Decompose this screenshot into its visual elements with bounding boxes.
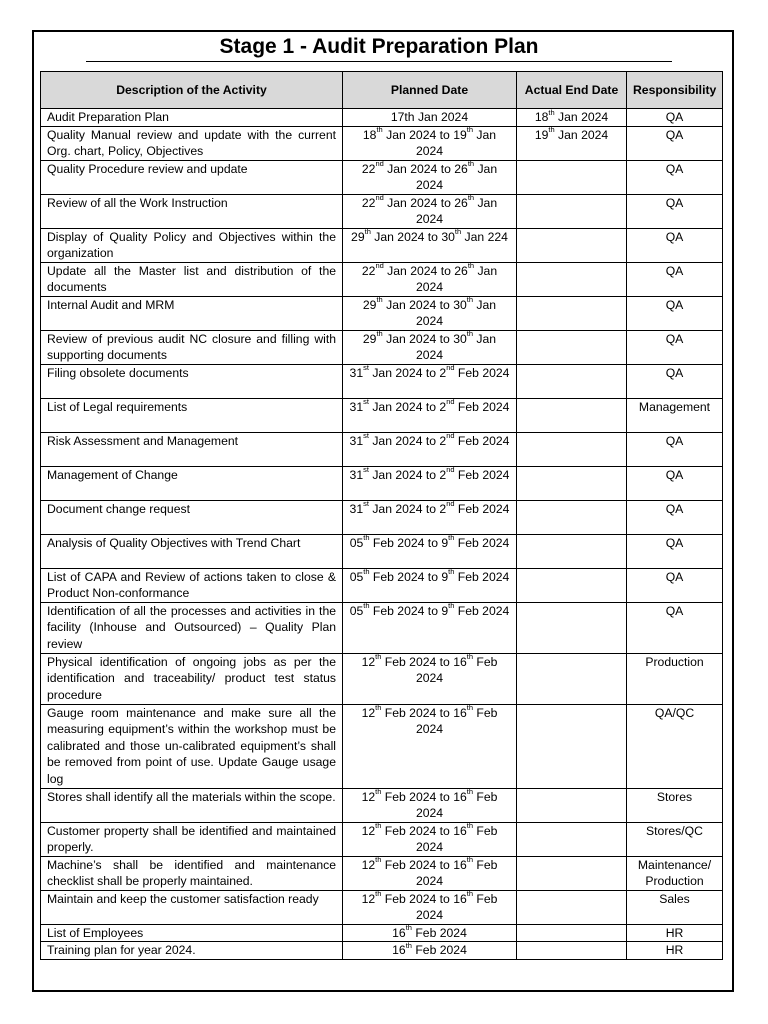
planned-date-text: Feb 2024	[454, 365, 510, 380]
planned-date-text: Feb 2024 to 16	[381, 654, 467, 669]
planned-date-text: Feb 2024	[415, 705, 498, 736]
planned-date-ordinal: th	[466, 653, 474, 662]
planned-date-ordinal: nd	[375, 262, 384, 271]
planned-date-ordinal: st	[363, 398, 369, 407]
table-row	[41, 788, 723, 822]
planned-date	[343, 602, 517, 653]
activity-description: Management of Change	[41, 466, 343, 500]
actual-end-date	[517, 788, 627, 822]
table-row	[41, 924, 723, 942]
actual-end-date	[517, 704, 627, 788]
table-row	[41, 262, 723, 296]
planned-date-text: 29	[362, 297, 377, 312]
table-row	[41, 364, 723, 398]
table-row	[41, 653, 723, 704]
responsibility: QA	[627, 109, 723, 127]
activity-description: Physical identification of ongoing jobs as per the identification and traceability/ product test status procedure	[41, 653, 343, 704]
planned-date-text: Feb 2024	[411, 943, 467, 957]
responsibility: QA/QC	[627, 704, 723, 788]
planned-date	[343, 924, 517, 942]
planned-date	[343, 330, 517, 364]
actual-end-date	[517, 942, 627, 960]
planned-date-ordinal: nd	[375, 194, 384, 203]
planned-date	[343, 534, 517, 568]
actual-end-date-text: 19	[534, 127, 549, 142]
responsibility: QA	[627, 126, 723, 160]
planned-date-ordinal: th	[364, 228, 371, 237]
planned-date-ordinal: th	[376, 296, 383, 305]
actual-end-date	[517, 398, 627, 432]
planned-date-text: 12	[361, 654, 376, 669]
responsibility: QA	[627, 602, 723, 653]
planned-date-ordinal: th	[375, 856, 382, 865]
planned-date-text: 05	[349, 603, 364, 618]
planned-date-ordinal: th	[405, 924, 412, 933]
planned-date-ordinal: th	[405, 941, 412, 950]
planned-date-text: 31	[349, 501, 364, 516]
planned-date	[343, 364, 517, 398]
planned-date-text: 18	[362, 127, 377, 142]
responsibility: QA	[627, 228, 723, 262]
responsibility: QA	[627, 160, 723, 194]
planned-date-ordinal: nd	[446, 398, 455, 407]
table-body	[41, 109, 723, 960]
planned-date	[343, 466, 517, 500]
planned-date-ordinal: th	[448, 602, 455, 611]
planned-date	[343, 704, 517, 788]
planned-date-text: Jan 2024 to 30	[382, 331, 467, 346]
actual-end-date	[517, 602, 627, 653]
planned-date-text: 12	[361, 705, 376, 720]
planned-date-ordinal: st	[363, 364, 369, 373]
table-row	[41, 398, 723, 432]
activity-description: Review of previous audit NC closure and filling with supporting documents	[41, 330, 343, 364]
responsibility: QA	[627, 194, 723, 228]
planned-date-ordinal: th	[466, 704, 474, 713]
table-row	[41, 822, 723, 856]
responsibility: QA	[627, 296, 723, 330]
table-row	[41, 126, 723, 160]
actual-end-date-text: Jan 2024	[554, 110, 609, 124]
actual-end-date	[517, 466, 627, 500]
planned-date-ordinal: th	[376, 330, 383, 339]
planned-date-text: Feb 2024	[454, 467, 510, 482]
planned-date-ordinal: th	[363, 534, 370, 543]
planned-date	[343, 788, 517, 822]
planned-date-text: 12	[361, 857, 376, 872]
planned-date-text: Feb 2024	[415, 891, 498, 922]
planned-date	[343, 500, 517, 534]
responsibility: QA	[627, 262, 723, 296]
actual-end-date	[517, 432, 627, 466]
planned-date-ordinal: nd	[375, 160, 384, 169]
table-row	[41, 704, 723, 788]
actual-end-date	[517, 568, 627, 602]
planned-date-text: Jan 224	[461, 229, 508, 244]
table-row	[41, 568, 723, 602]
table-row	[41, 534, 723, 568]
planned-date-text: Feb 2024	[415, 857, 498, 888]
responsibility: Stores/QC	[627, 822, 723, 856]
actual-end-date	[517, 822, 627, 856]
activity-description: Quality Procedure review and update	[41, 160, 343, 194]
activity-description: Analysis of Quality Objectives with Trend Chart	[41, 534, 343, 568]
planned-date	[343, 160, 517, 194]
planned-date-text: Jan 2024 to 26	[383, 161, 468, 176]
responsibility: QA	[627, 432, 723, 466]
planned-date-ordinal: th	[448, 534, 455, 543]
planned-date-text: Feb 2024	[415, 789, 498, 820]
table-row	[41, 500, 723, 534]
planned-date	[343, 296, 517, 330]
responsibility: Production	[627, 653, 723, 704]
actual-end-date	[517, 500, 627, 534]
planned-date-text: 31	[349, 365, 364, 380]
actual-end-date	[517, 228, 627, 262]
planned-date-ordinal: th	[375, 653, 382, 662]
planned-date	[343, 822, 517, 856]
actual-end-date	[517, 109, 627, 127]
planned-date-text: 12	[361, 789, 376, 804]
planned-date-text: Jan 2024 to 2	[368, 433, 447, 448]
planned-date-text: Feb 2024 to 16	[381, 857, 467, 872]
activity-description: Stores shall identify all the materials within the scope.	[41, 788, 343, 822]
activity-description: List of Employees	[41, 924, 343, 942]
planned-date-ordinal: th	[448, 568, 455, 577]
planned-date-text: Feb 2024	[454, 535, 510, 550]
activity-description: Audit Preparation Plan	[41, 109, 343, 127]
actual-end-date	[517, 160, 627, 194]
responsibility: QA	[627, 500, 723, 534]
planned-date-text: Jan 2024 to 2	[368, 365, 447, 380]
table-row	[41, 942, 723, 960]
activity-description: Customer property shall be identified and maintained properly.	[41, 822, 343, 856]
header-planned-date: Planned Date	[343, 72, 517, 109]
planned-date-ordinal: nd	[446, 500, 455, 509]
table-row	[41, 160, 723, 194]
planned-date-text: 12	[361, 823, 376, 838]
planned-date-text: Jan 2024 to 2	[368, 399, 447, 414]
actual-end-date	[517, 194, 627, 228]
table-header-row	[41, 72, 723, 109]
planned-date-ordinal: th	[363, 568, 370, 577]
planned-date	[343, 432, 517, 466]
planned-date-text: Feb 2024	[411, 925, 467, 940]
planned-date-ordinal: nd	[446, 364, 455, 373]
audit-plan-table	[40, 71, 723, 960]
responsibility: QA	[627, 330, 723, 364]
planned-date-text: 31	[349, 467, 364, 482]
planned-date-ordinal: st	[363, 432, 369, 441]
activity-description: List of Legal requirements	[41, 398, 343, 432]
actual-end-date-text: 18	[534, 110, 549, 124]
responsibility: QA	[627, 466, 723, 500]
planned-date-text: Feb 2024	[454, 501, 510, 516]
planned-date-text: Jan 2024	[415, 127, 497, 158]
actual-end-date-ordinal: th	[548, 126, 555, 135]
actual-end-date	[517, 924, 627, 942]
responsibility: Sales	[627, 890, 723, 924]
planned-date	[343, 262, 517, 296]
activity-description: Risk Assessment and Management	[41, 432, 343, 466]
planned-date	[343, 890, 517, 924]
planned-date-ordinal: st	[363, 466, 369, 475]
planned-date-ordinal: th	[466, 856, 474, 865]
table-row	[41, 466, 723, 500]
planned-date-text: 31	[349, 399, 364, 414]
planned-date-ordinal: th	[375, 704, 382, 713]
responsibility: QA	[627, 534, 723, 568]
responsibility: QA	[627, 568, 723, 602]
planned-date-text: 16	[392, 925, 406, 940]
planned-date-text: Jan 2024	[415, 331, 497, 362]
planned-date-ordinal: th	[466, 296, 474, 305]
planned-date-text: 05	[349, 535, 364, 550]
activity-description: Display of Quality Policy and Objectives within the organization	[41, 228, 343, 262]
planned-date-text: Feb 2024 to 9	[369, 535, 449, 550]
planned-date-ordinal: th	[454, 228, 462, 237]
actual-end-date	[517, 856, 627, 890]
responsibility: HR	[627, 942, 723, 960]
activity-description: Maintain and keep the customer satisfaction ready	[41, 890, 343, 924]
planned-date	[343, 856, 517, 890]
header-actual-end-date: Actual End Date	[517, 72, 627, 109]
planned-date-text: Feb 2024	[454, 569, 510, 584]
planned-date-ordinal: th	[375, 822, 382, 831]
table-row	[41, 228, 723, 262]
planned-date-text: Feb 2024 to 9	[369, 569, 449, 584]
responsibility: Maintenance/ Production	[627, 856, 723, 890]
planned-date-text: 31	[349, 433, 364, 448]
page-title: Stage 1 - Audit Preparation Plan	[86, 33, 672, 62]
planned-date	[343, 126, 517, 160]
actual-end-date	[517, 126, 627, 160]
planned-date-text: Jan 2024	[415, 195, 498, 226]
table-row	[41, 890, 723, 924]
planned-date-text: Jan 2024 to 19	[382, 127, 467, 142]
responsibility: QA	[627, 364, 723, 398]
actual-end-date	[517, 364, 627, 398]
table-row	[41, 109, 723, 127]
planned-date-ordinal: th	[466, 788, 474, 797]
planned-date-text: Feb 2024	[454, 603, 510, 618]
activity-description: Machine’s shall be identified and maintenance checklist shall be properly maintained.	[41, 856, 343, 890]
activity-description: Internal Audit and MRM	[41, 296, 343, 330]
planned-date-text: Jan 2024	[415, 263, 498, 294]
planned-date-ordinal: nd	[446, 466, 455, 475]
planned-date-ordinal: th	[467, 194, 475, 203]
planned-date	[343, 398, 517, 432]
planned-date	[343, 109, 517, 127]
planned-date-text: 29	[351, 229, 365, 244]
planned-date	[343, 942, 517, 960]
planned-date-ordinal: st	[363, 500, 369, 509]
planned-date-ordinal: th	[376, 126, 383, 135]
planned-date-text: 22	[361, 161, 376, 176]
activity-description: Filing obsolete documents	[41, 364, 343, 398]
actual-end-date	[517, 653, 627, 704]
planned-date-ordinal: th	[466, 822, 474, 831]
planned-date-text: Jan 2024 to 26	[383, 195, 468, 210]
planned-date-text: Feb 2024 to 16	[381, 891, 467, 906]
actual-end-date	[517, 330, 627, 364]
table-row	[41, 330, 723, 364]
table-row	[41, 432, 723, 466]
planned-date-text: Jan 2024 to 26	[383, 263, 468, 278]
table-row	[41, 856, 723, 890]
planned-date-ordinal: th	[467, 160, 475, 169]
actual-end-date	[517, 534, 627, 568]
table-row	[41, 602, 723, 653]
planned-date	[343, 568, 517, 602]
responsibility: Management	[627, 398, 723, 432]
planned-date-ordinal: th	[375, 788, 382, 797]
actual-end-date	[517, 262, 627, 296]
planned-date-text: Feb 2024 to 9	[369, 603, 449, 618]
planned-date-text: Feb 2024	[454, 433, 510, 448]
responsibility: Stores	[627, 788, 723, 822]
planned-date	[343, 653, 517, 704]
planned-date-text: 22	[361, 195, 376, 210]
planned-date-text: Feb 2024 to 16	[381, 789, 467, 804]
planned-date-ordinal: th	[375, 890, 382, 899]
planned-date-text: 29	[362, 331, 377, 346]
planned-date-ordinal: th	[467, 262, 475, 271]
planned-date-text: 12	[361, 891, 376, 906]
planned-date-text: Jan 2024	[415, 297, 497, 328]
planned-date-text: Feb 2024 to 16	[381, 823, 467, 838]
planned-date	[343, 228, 517, 262]
planned-date-text: 22	[361, 263, 376, 278]
activity-description: Update all the Master list and distribution of the documents	[41, 262, 343, 296]
planned-date-text: Jan 2024 to 2	[368, 467, 447, 482]
activity-description: Training plan for year 2024.	[41, 942, 343, 960]
activity-description: List of CAPA and Review of actions taken to close & Product Non-conformance	[41, 568, 343, 602]
planned-date-text: 17th Jan 2024	[390, 110, 469, 124]
actual-end-date-ordinal: th	[548, 108, 555, 117]
header-responsibility: Responsibility	[627, 72, 723, 109]
planned-date-text: Jan 2024	[415, 161, 498, 192]
actual-end-date-text: Jan 2024	[554, 127, 609, 142]
table-row	[41, 296, 723, 330]
planned-date	[343, 194, 517, 228]
activity-description: Gauge room maintenance and make sure all the measuring equipment’s within the workshop must be calibrated and those un-calibrated equipment’s shall be removed from point of use. Update Gauge usage log	[41, 704, 343, 788]
header-description: Description of the Activity	[41, 72, 343, 109]
planned-date-text: Feb 2024	[415, 654, 498, 685]
planned-date-text: Feb 2024	[415, 823, 498, 854]
planned-date-text: Jan 2024 to 30	[370, 229, 455, 244]
activity-description: Document change request	[41, 500, 343, 534]
activity-description: Identification of all the processes and activities in the facility (Inhouse and Outsourced) – Quality Plan review	[41, 602, 343, 653]
planned-date-ordinal: th	[466, 890, 474, 899]
planned-date-text: Feb 2024	[454, 399, 510, 414]
actual-end-date	[517, 890, 627, 924]
activity-description: Review of all the Work Instruction	[41, 194, 343, 228]
table-row	[41, 194, 723, 228]
planned-date-text: Feb 2024 to 16	[381, 705, 467, 720]
planned-date-text: 16	[392, 943, 406, 957]
activity-description: Quality Manual review and update with the current Org. chart, Policy, Objectives	[41, 126, 343, 160]
planned-date-text: Jan 2024 to 30	[382, 297, 467, 312]
planned-date-ordinal: th	[363, 602, 370, 611]
responsibility: HR	[627, 924, 723, 942]
planned-date-ordinal: th	[466, 126, 474, 135]
planned-date-text: Jan 2024 to 2	[368, 501, 447, 516]
planned-date-ordinal: th	[466, 330, 474, 339]
planned-date-text: 05	[349, 569, 364, 584]
actual-end-date	[517, 296, 627, 330]
planned-date-ordinal: nd	[446, 432, 455, 441]
